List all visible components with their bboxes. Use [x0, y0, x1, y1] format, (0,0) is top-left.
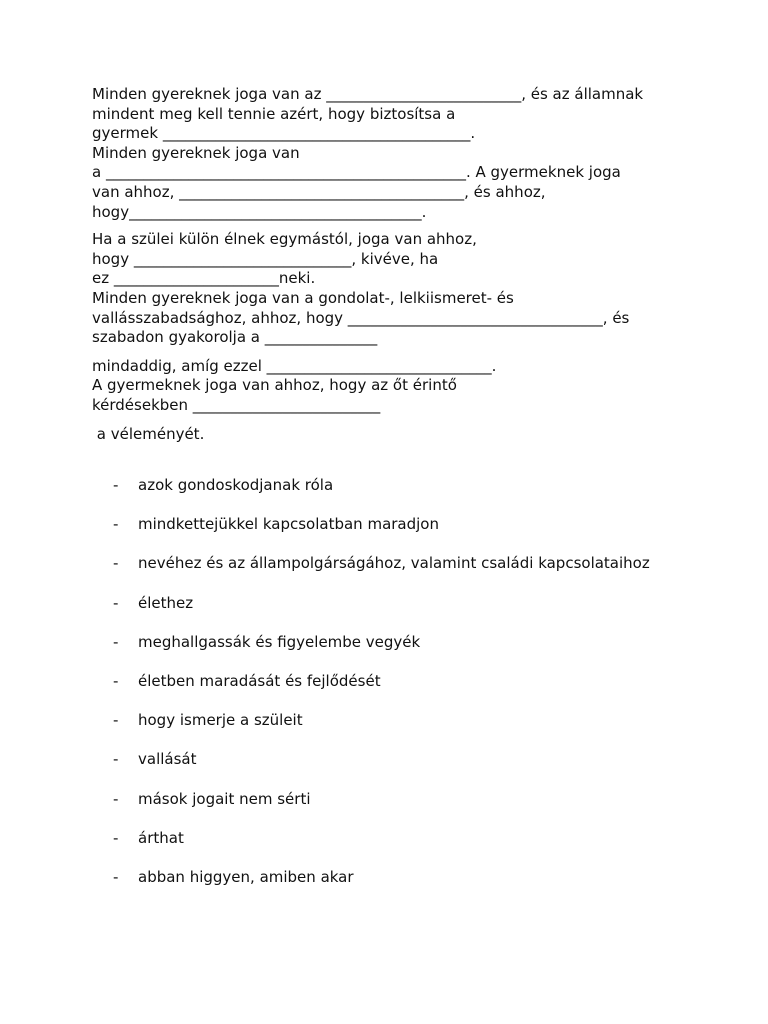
option-text: mindkettejükkel kapcsolatban maradjon [138, 515, 439, 534]
text-line: szabadon gyakorolja a _______________ [92, 328, 378, 347]
dash-marker: - [113, 476, 119, 494]
dash-marker: - [113, 828, 119, 847]
option-text: árthat [138, 828, 184, 847]
list-item [113, 592, 713, 631]
paragraph-gap [92, 222, 692, 230]
list-item [113, 866, 713, 905]
list-item [113, 709, 713, 748]
list-item [113, 788, 713, 827]
list-item [113, 552, 713, 591]
option-text: azok gondoskodjanak róla [138, 476, 334, 494]
text-line: A gyermeknek joga van ahhoz, hogy az őt érintő [92, 376, 457, 395]
dash-marker: - [113, 867, 119, 886]
text-line: Ha a szülei külön élnek egymástól, joga van ahhoz, [92, 230, 477, 249]
paragraph-4 [92, 425, 692, 445]
option-text: vallását [138, 750, 197, 769]
dash-marker: - [113, 632, 119, 651]
dash-marker: - [113, 554, 119, 573]
option-text: hogy ismerje a szüleit [138, 711, 303, 730]
text-line: kérdésekben _________________________ [92, 395, 381, 414]
dash-marker: - [113, 789, 119, 808]
text-line: gyermek _________________________________________. [92, 124, 476, 143]
text-line: hogy_______________________________________. [92, 202, 427, 221]
list-item [113, 474, 713, 513]
paragraph-gap [92, 348, 692, 357]
text-line: Minden gyereknek joga van a gondolat-, lelkiismeret- és [92, 288, 514, 307]
text-line: Minden gyereknek joga van [92, 143, 300, 162]
dash-marker: - [113, 593, 119, 612]
text-line: vallásszabadsághoz, ahhoz, hogy __________________________________, és [92, 308, 630, 327]
text-line: van ahhoz, ______________________________________, és ahhoz, [92, 182, 546, 201]
answer-options-list [113, 474, 713, 905]
text-line: mindent meg kell tennie azért, hogy biztosítsa a [92, 104, 456, 123]
text-line: a ________________________________________________. A gyermeknek joga [92, 163, 621, 182]
text-line: Minden gyereknek joga van az __________________________, és az államnak [92, 85, 644, 103]
dash-marker: - [113, 711, 119, 730]
option-text: abban higgyen, amiben akar [138, 867, 354, 886]
list-item [113, 748, 713, 787]
dash-marker: - [113, 515, 119, 534]
text-line: mindaddig, amíg ezzel ______________________________. [92, 356, 497, 375]
text-line: a véleményét. [92, 424, 205, 443]
option-text: meghallgassák és figyelembe vegyék [138, 632, 421, 651]
text-line: ez ______________________neki. [92, 269, 316, 288]
paragraph-1 [92, 85, 692, 222]
option-text: nevéhez és az állampolgárságához, valamint családi kapcsolataihoz [138, 554, 650, 573]
list-item [113, 670, 713, 709]
dash-marker: - [113, 750, 119, 769]
option-text: élethez [138, 593, 194, 612]
paragraph-3 [92, 357, 692, 416]
option-text: életben maradását és fejlődését [138, 671, 381, 690]
worksheet-text [92, 85, 692, 444]
list-item [113, 827, 713, 866]
list-item [113, 631, 713, 670]
text-line: hogy _____________________________, kivéve, ha [92, 249, 439, 268]
list-item [113, 513, 713, 552]
option-text: mások jogait nem sérti [138, 789, 311, 808]
dash-marker: - [113, 671, 119, 690]
paragraph-gap [92, 416, 692, 425]
paragraph-2 [92, 230, 692, 348]
